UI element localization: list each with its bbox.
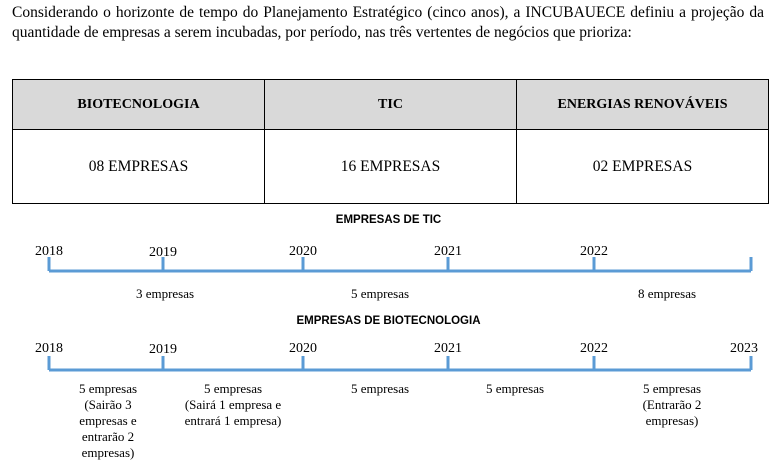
year-label: 2021 — [434, 244, 462, 259]
year-label: 2020 — [289, 341, 317, 356]
bio-segment-note: (Sairá 1 empresa e entrará 1 empresa) — [184, 397, 282, 428]
bio-segment-count: 5 empresas — [350, 381, 410, 396]
year-label: 2020 — [289, 244, 317, 259]
year-label: 2021 — [434, 341, 462, 356]
tic-timeline — [0, 240, 777, 280]
tic-segment-label: 5 empresas — [350, 286, 410, 301]
year-label: 2019 — [149, 245, 177, 260]
bio-timeline-title: EMPRESAS DE BIOTECNOLOGIA — [296, 315, 481, 327]
bio-segment-note: (Sairão 3 empresas e entrarão 2 empresas) — [79, 397, 137, 460]
tic-segment-label: 3 empresas — [135, 286, 195, 301]
year-label: 2018 — [35, 244, 63, 259]
year-label: 2022 — [580, 244, 608, 259]
table-header-cell: TIC — [265, 80, 517, 130]
year-label: 2022 — [580, 341, 608, 356]
bio-timeline — [0, 339, 777, 379]
bio-segment — [320, 381, 440, 397]
table-cell: 16 EMPRESAS — [265, 130, 517, 204]
bio-segment — [170, 381, 296, 429]
intro-paragraph: Considerando o horizonte de tempo do Planejamento Estratégico (cinco anos), a INCUBAUECE definiu a projeção da quantidade de empresas a serem incubadas, por período, nas três vertentes de negócios que prioriza: — [12, 4, 764, 41]
bio-segment-note: (Entrarão 2 empresas) — [642, 397, 702, 428]
table-cell: 02 EMPRESAS — [517, 130, 769, 204]
year-label: 2019 — [149, 342, 177, 357]
table-header-cell: ENERGIAS RENOVÁVEIS — [517, 80, 769, 130]
bio-segment — [64, 381, 152, 461]
tic-timeline-title: EMPRESAS DE TIC — [335, 214, 442, 226]
bio-segment-count: 5 empresas — [642, 381, 702, 396]
table-header-cell: BIOTECNOLOGIA — [13, 80, 265, 130]
bio-segment — [617, 381, 727, 429]
table-header-row — [13, 80, 769, 130]
table-cell: 08 EMPRESAS — [13, 130, 265, 204]
year-label: 2023 — [730, 341, 758, 356]
table-row — [13, 130, 769, 204]
bio-segment-count: 5 empresas — [203, 381, 263, 396]
year-label: 2018 — [35, 341, 63, 356]
bio-segment — [455, 381, 575, 397]
bio-segment-count: 5 empresas — [485, 381, 545, 396]
tic-segment-label: 8 empresas — [637, 286, 697, 301]
summary-table — [12, 79, 769, 204]
bio-segment-count: 5 empresas — [78, 381, 138, 396]
